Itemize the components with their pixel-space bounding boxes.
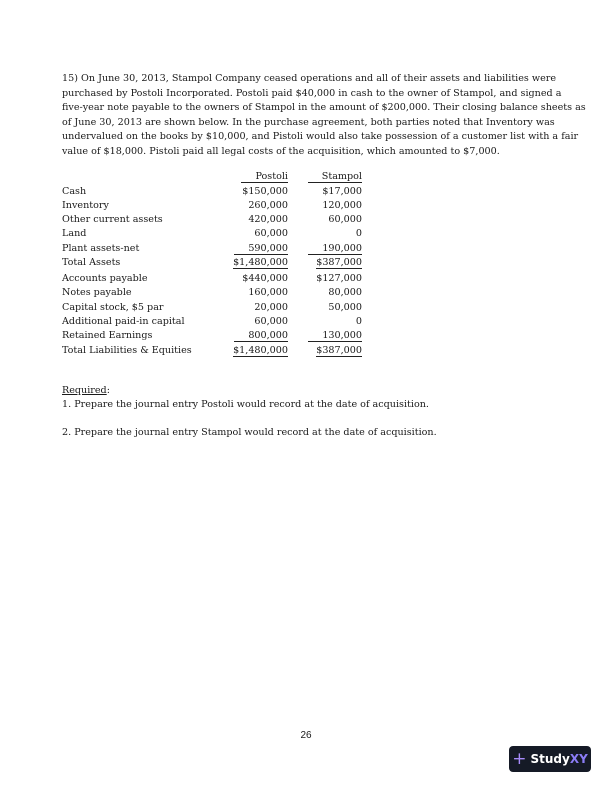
problem-line: 15) On June 30, 2013, Stampol Company ceased operations and all of their assets and liabilities were [62, 73, 557, 84]
row-label: Accounts payable [62, 273, 148, 284]
required-item-2: 2. Prepare the journal entry Stampol would record at the date of acquisition. [62, 427, 437, 438]
table-row [62, 257, 362, 271]
problem-line: purchased by Postoli Incorporated. Postoli paid $40,000 in cash to the owner of Stampol, and signed a [62, 87, 562, 99]
stampol-value: 190,000 [308, 243, 362, 255]
stampol-value: $17,000 [322, 185, 362, 197]
problem-line: five-year note payable to the owners of Stampol in the amount of $200,000. Their closing balance sheets as [62, 102, 586, 113]
header-postoli: Postoli [241, 171, 288, 183]
stampol-value: 0 [355, 228, 362, 240]
row-label: Inventory [62, 199, 109, 211]
row-label: Cash [62, 185, 87, 197]
header-stampol: Stampol [308, 171, 362, 183]
table-row [62, 243, 362, 257]
table-row [62, 214, 362, 228]
stampol-value: $387,000 [316, 257, 362, 268]
postoli-value: 60,000 [254, 315, 288, 327]
page-number: 26 [300, 730, 312, 741]
stampol-value: $127,000 [316, 273, 362, 284]
table-row [62, 200, 362, 214]
table-row [62, 316, 362, 330]
row-label: Total Liabilities & Equities [62, 344, 192, 356]
stampol-value: 60,000 [328, 214, 362, 226]
stampol-value: 50,000 [328, 301, 362, 313]
stampol-value: 130,000 [308, 330, 362, 342]
row-label: Total Assets [62, 257, 121, 268]
postoli-value: 160,000 [248, 287, 288, 299]
postoli-value: $1,480,000 [233, 257, 288, 268]
stampol-value: 0 [355, 315, 362, 327]
required-heading: Required: [62, 385, 110, 396]
table-row [62, 273, 362, 287]
stampol-value: $387,000 [316, 344, 362, 356]
row-label: Notes payable [62, 287, 132, 299]
row-label: Land [62, 228, 87, 240]
studyxy-logo: + Study XY [509, 746, 591, 772]
problem-line: of June 30, 2013 are shown below. In the purchase agreement, both parties noted that Inventory was [62, 116, 555, 128]
row-label: Retained Earnings [62, 330, 153, 342]
required-item-1: 1. Prepare the journal entry Postoli would record at the date of acquisition. [62, 399, 429, 410]
problem-line: value of $18,000. Pistoli paid all legal costs of the acquisition, which amounted to $7,000. [62, 145, 500, 157]
postoli-value: 20,000 [254, 301, 288, 313]
postoli-value: 60,000 [254, 228, 288, 240]
row-label: Other current assets [62, 214, 163, 226]
postoli-value: $150,000 [242, 185, 288, 197]
postoli-value: 590,000 [234, 243, 288, 255]
stampol-value: 120,000 [322, 199, 362, 211]
row-label: Plant assets-net [62, 242, 140, 254]
table-row [62, 345, 362, 359]
table-row [62, 287, 362, 301]
problem-line: undervalued on the books by $10,000, and Pistoli would also take possession of a customer list with a fair [62, 131, 579, 142]
postoli-value: 800,000 [234, 330, 288, 342]
table-row [62, 302, 362, 316]
table-row [62, 228, 362, 242]
row-label: Additional paid-in capital [62, 315, 185, 327]
postoli-value: 260,000 [248, 199, 288, 211]
postoli-value: 420,000 [248, 214, 288, 226]
table-header [62, 171, 362, 185]
table-row [62, 186, 362, 200]
stampol-value: 80,000 [328, 287, 362, 299]
row-label: Capital stock, $5 par [62, 301, 164, 313]
postoli-value: $440,000 [242, 273, 288, 284]
postoli-value: $1,480,000 [233, 344, 288, 356]
table-row [62, 330, 362, 344]
plus-icon: + [512, 748, 527, 769]
